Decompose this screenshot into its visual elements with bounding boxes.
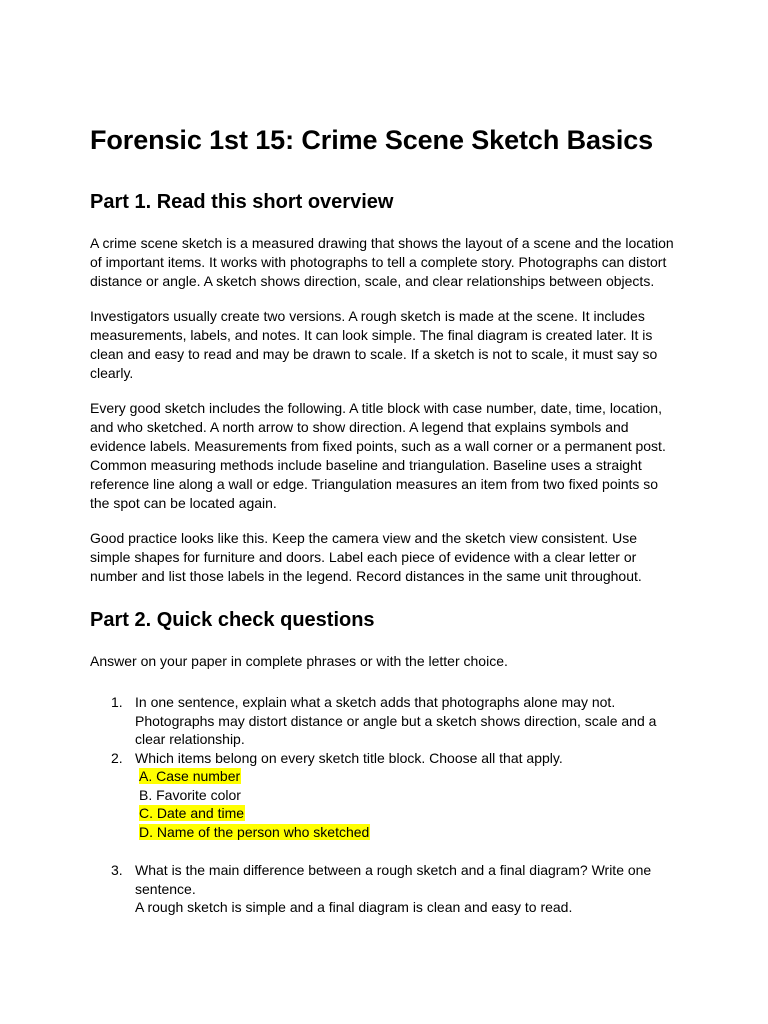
document-title: Forensic 1st 15: Crime Scene Sketch Basics	[90, 125, 654, 155]
part2-heading: Part 2. Quick check questions	[90, 609, 375, 631]
overview-paragraph-1: A crime scene sketch is a measured drawing that shows the layout of a scene and the location of important items. It works with photographs to tell a complete story. Photographs can distort distance or angle. A sketch shows direction, scale, and clear relationships between objects.	[90, 235, 674, 289]
overview-paragraph-4: Good practice looks like this. Keep the camera view and the sketch view consistent. Use simple shapes for furniture and doors. Label each piece of evidence with a clear letter or number and list those labels in the legend. Record distances in the same unit throughout.	[90, 530, 642, 584]
question-answer: A rough sketch is simple and a final diagram is clean and easy to read.	[135, 899, 573, 915]
overview-paragraph-2: Investigators usually create two versions. A rough sketch is made at the scene. It includes measurements, labels, and notes. It can look simple. The final diagram is created later. It is clean and easy to read and may be drawn to scale. If a sketch is not to scale, it must say so clearly.	[90, 308, 658, 381]
question-3	[90, 861, 678, 917]
question-list	[90, 693, 678, 917]
highlighted-answer: D. Name of the person who sketched	[139, 823, 370, 840]
questions-intro: Answer on your paper in complete phrases or with the letter choice.	[90, 653, 508, 669]
overview-paragraph-3: Every good sketch includes the following. A title block with case number, date, time, location, and who sketched. A north arrow to show direction. A legend that explains symbols and evidence labels. Measurements from fixed points, such as a wall corner or a permanent post. Common measuring methods include baseline and triangulation. Baseline uses a straight reference line along a wall or edge. Triangulation measures an item from two fixed points so the spot can be located again.	[90, 400, 666, 511]
question-prompt: Which items belong on every sketch title block. Choose all that apply.	[135, 749, 563, 766]
question-prompt: What is the main difference between a rough sketch and a final diagram? Write one sentence.	[135, 862, 652, 897]
question-number: 1.	[111, 694, 123, 710]
question-2	[90, 749, 678, 842]
option-text: B. Favorite color	[139, 786, 241, 803]
highlighted-answer: A. Case number	[139, 768, 241, 784]
option-d	[135, 823, 678, 842]
part1-heading: Part 1. Read this short overview	[90, 191, 394, 213]
option-b	[135, 786, 678, 805]
question-1	[90, 693, 678, 749]
option-a	[135, 767, 678, 786]
option-c	[135, 804, 678, 823]
question-number: 2.	[111, 749, 123, 766]
question-prompt: In one sentence, explain what a sketch adds that photographs alone may not.	[135, 694, 616, 710]
highlighted-answer: C. Date and time	[139, 805, 245, 821]
question-number: 3.	[111, 862, 123, 878]
question-answer: Photographs may distort distance or angle but a sketch shows direction, scale and a clear relationship.	[135, 712, 657, 747]
